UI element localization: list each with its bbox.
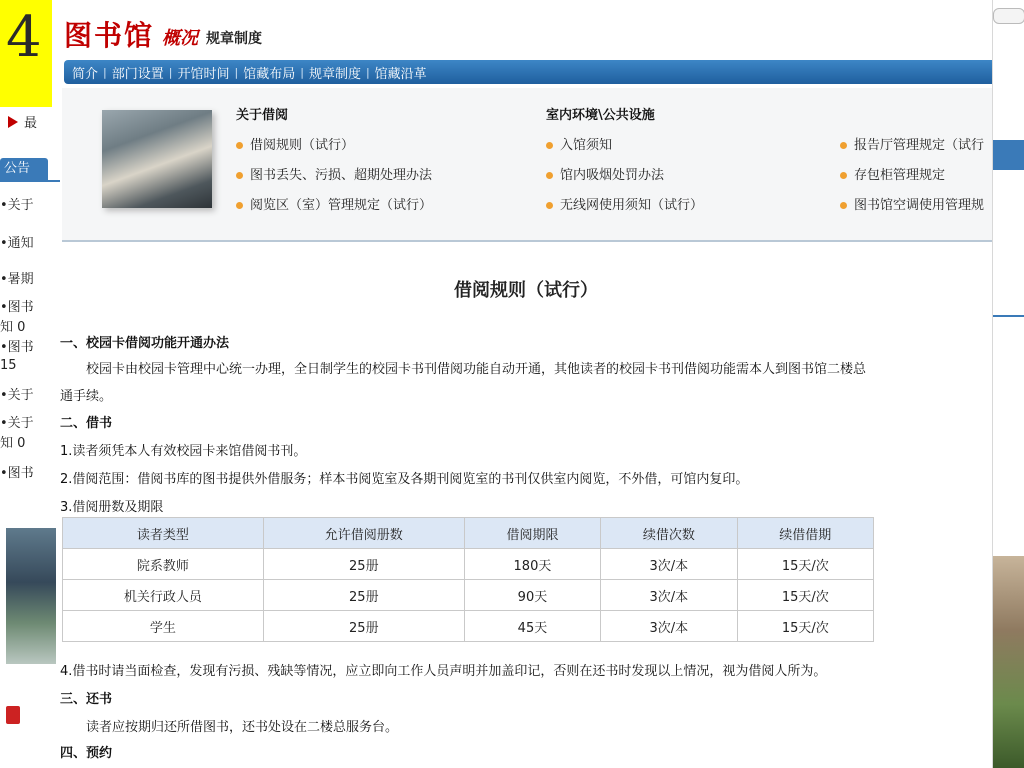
section-heading: 一、校园卡借阅功能开通办法 — [60, 336, 230, 351]
announcement-item-cont: 15 — [0, 358, 17, 373]
section-heading: 四、预约 — [60, 746, 113, 761]
section-heading: 二、借书 — [60, 416, 113, 431]
nav-separator: | — [365, 65, 370, 79]
table-cell: 院系教师 — [63, 549, 264, 580]
environment-column-heading: 室内环境\公共设施 — [546, 108, 655, 123]
nav-history[interactable]: 馆藏沿革 — [374, 66, 427, 82]
table-header: 允许借阅册数 — [263, 518, 464, 549]
table-cell: 15天/次 — [737, 580, 873, 611]
building-photo-right — [993, 556, 1024, 768]
bullet-icon — [546, 202, 553, 209]
rules-index-panel — [62, 88, 992, 242]
nav-separator: | — [234, 65, 239, 79]
document-title: 借阅规则（试行） — [454, 280, 598, 301]
paragraph: 4.借书时请当面检查，发现有污损、残缺等情况，应立即向工作人员声明并加盖印记，否则在还书时发现以上情况，视为借阅人所为。 — [60, 664, 827, 679]
nav-intro[interactable]: 简介 — [72, 66, 99, 82]
rule-link[interactable] — [840, 134, 984, 153]
announcement-item[interactable]: •暑期 — [0, 272, 34, 287]
bullet-icon — [840, 142, 847, 149]
announcement-tab[interactable]: 公告 — [0, 158, 48, 180]
arrow-right-icon — [8, 116, 18, 128]
paragraph: 1.读者须凭本人有效校园卡来馆借阅书刊。 — [60, 444, 307, 459]
rule-link-label: 报告厅管理规定（试行 — [854, 138, 985, 153]
nav-collection-layout[interactable]: 馆藏布局 — [243, 66, 296, 82]
nav-separator: | — [300, 65, 304, 79]
rule-link[interactable] — [546, 134, 612, 153]
rule-link[interactable] — [546, 194, 703, 213]
announcement-item[interactable]: •图书 — [0, 340, 34, 355]
rule-link[interactable] — [840, 194, 984, 213]
table-row — [63, 549, 874, 580]
table-cell: 3次/本 — [601, 580, 737, 611]
table-cell: 15天/次 — [737, 549, 873, 580]
table-cell: 90天 — [464, 580, 600, 611]
nav-departments[interactable]: 部门设置 — [111, 66, 164, 82]
left-heading-fragment: 最 — [24, 116, 38, 131]
table-cell: 25册 — [263, 611, 464, 642]
table-row — [63, 611, 874, 642]
slide-number: 4 — [6, 5, 42, 70]
paragraph: 通手续。 — [60, 389, 113, 404]
rule-link[interactable] — [236, 194, 432, 213]
announcement-item[interactable]: •图书 — [0, 466, 34, 481]
announcement-item[interactable]: •关于 — [0, 416, 34, 431]
table-cell: 25册 — [263, 549, 464, 580]
rule-link[interactable] — [236, 134, 354, 153]
rule-link-label: 无线网使用须知（试行） — [560, 198, 704, 213]
bullet-icon — [840, 172, 847, 179]
nav-separator: | — [168, 65, 173, 79]
library-logo[interactable]: 图书馆 — [64, 19, 155, 52]
table-cell: 3次/本 — [601, 549, 737, 580]
rule-link[interactable] — [236, 164, 432, 183]
borrowing-limits-table — [62, 517, 874, 642]
rule-link[interactable] — [840, 164, 945, 183]
rule-link-label: 图书馆空调使用管理规 — [854, 198, 985, 213]
bullet-icon — [840, 202, 847, 209]
table-header: 续借借期 — [737, 518, 873, 549]
table-cell: 25册 — [263, 580, 464, 611]
paragraph: 读者应按期归还所借图书，还书处设在二楼总服务台。 — [60, 720, 399, 735]
announcement-item[interactable]: •关于 — [0, 388, 34, 403]
rule-link-label: 借阅规则（试行） — [250, 138, 355, 153]
bullet-icon — [546, 142, 553, 149]
bullet-icon — [236, 172, 243, 179]
header — [64, 14, 262, 54]
tab-divider — [0, 180, 60, 182]
rule-link-label: 阅览区（室）管理规定（试行） — [250, 198, 433, 213]
table-cell: 15天/次 — [737, 611, 873, 642]
current-section-title: 规章制度 — [206, 31, 263, 47]
nav-separator: | — [103, 65, 107, 79]
rule-link[interactable] — [546, 164, 664, 183]
table-header: 续借次数 — [601, 518, 737, 549]
right-panel-border — [993, 175, 1024, 317]
red-icon — [6, 706, 20, 724]
logo-subtitle: 概况 — [162, 28, 199, 49]
library-photo-thumbnail — [102, 110, 212, 208]
table-header: 借阅期限 — [464, 518, 600, 549]
announcement-item[interactable]: •通知 — [0, 236, 34, 251]
table-header-row — [63, 518, 874, 549]
announcement-item-cont: 知 0 — [0, 320, 26, 335]
right-tab-icon — [993, 8, 1024, 24]
table-cell: 机关行政人员 — [63, 580, 264, 611]
rule-link-label: 馆内吸烟处罚办法 — [560, 168, 665, 183]
bullet-icon — [236, 142, 243, 149]
library-photo-left — [6, 528, 56, 664]
bullet-icon — [546, 172, 553, 179]
rule-link-label: 入馆须知 — [560, 138, 613, 153]
rule-link-label: 存包柜管理规定 — [854, 168, 946, 183]
paragraph: 3.借阅册数及期限 — [60, 500, 164, 515]
nav-opening-hours[interactable]: 开馆时间 — [177, 66, 230, 82]
borrowing-column-heading: 关于借阅 — [236, 108, 289, 123]
nav-regulations[interactable]: 规章制度 — [308, 66, 361, 82]
table-cell: 3次/本 — [601, 611, 737, 642]
announcement-item[interactable]: •关于 — [0, 198, 34, 213]
table-row — [63, 580, 874, 611]
table-cell: 学生 — [63, 611, 264, 642]
table-cell: 180天 — [464, 549, 600, 580]
announcement-item-cont: 知 0 — [0, 436, 26, 451]
table-header: 读者类型 — [63, 518, 264, 549]
section-heading: 三、还书 — [60, 692, 113, 707]
table-cell: 45天 — [464, 611, 600, 642]
right-blue-bar — [993, 140, 1024, 170]
paragraph: 2.借阅范围：借阅书库的图书提供外借服务；样本书阅览室及各期刊阅览室的书刊仅供室内阅览，不外借，可馆内复印。 — [60, 472, 749, 487]
bullet-icon — [236, 202, 243, 209]
rule-link-label: 图书丢失、污损、超期处理办法 — [250, 168, 433, 183]
nav-bar — [64, 60, 992, 84]
announcement-item[interactable]: •图书 — [0, 300, 34, 315]
paragraph: 校园卡由校园卡管理中心统一办理，全日制学生的校园卡书刊借阅功能自动开通，其他读者的校园卡书刊借阅功能需本人到图书馆二楼总 — [60, 362, 867, 377]
main-page — [60, 0, 992, 768]
background-left-panel — [0, 0, 60, 768]
